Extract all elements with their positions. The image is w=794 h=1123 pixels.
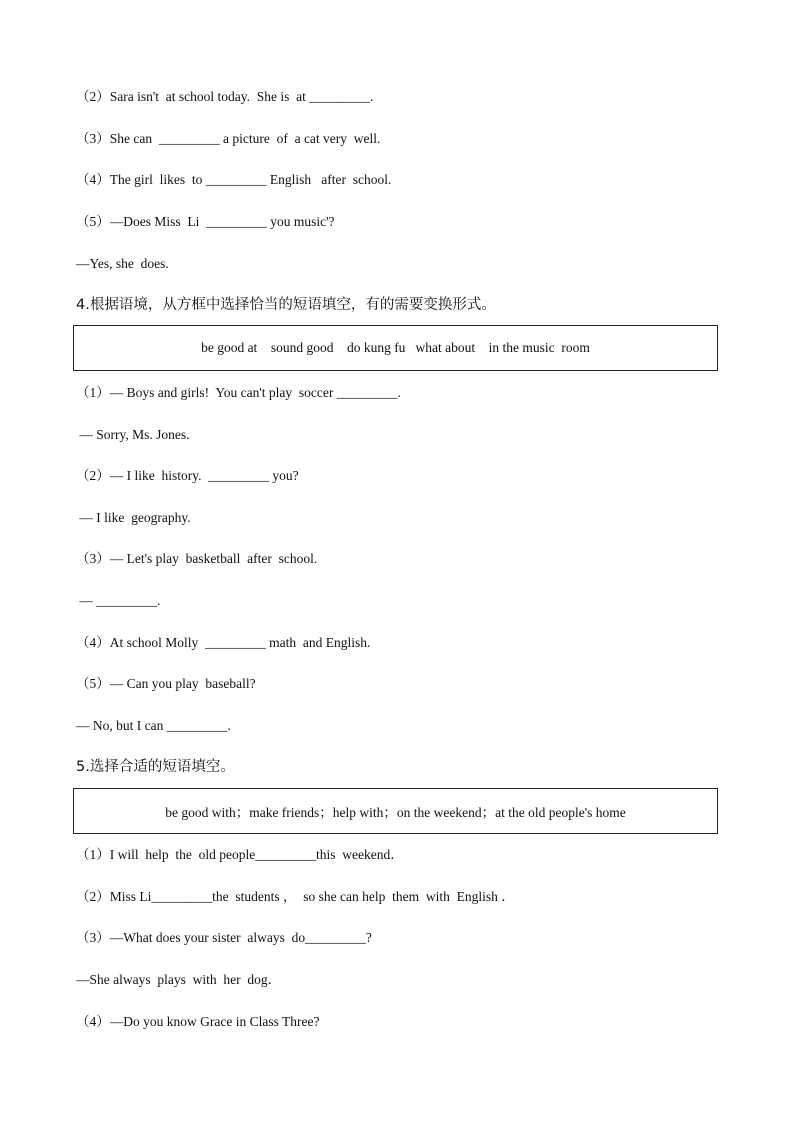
phrase-box-text: be good at sound good do kung fu what about in the music room (201, 340, 590, 355)
question-line: （4）—Do you know Grace in Class Three? (76, 1014, 320, 1029)
answer-line: —She always plays with her dog． (76, 972, 282, 987)
answer-line: — No, but I can _________. (76, 718, 231, 733)
question-line: （1）— Boys and girls! You can't play soccer _________. (76, 385, 401, 400)
question-line: （3）—What does your sister always do_________? (76, 930, 372, 945)
question-line: （1）I will help the old people_________this weekend． (76, 847, 404, 862)
question-line: （2）Sara isn't at school today. She is at _________. (76, 89, 374, 104)
phrase-box (73, 788, 718, 834)
answer-line: — I like geography. (76, 510, 191, 525)
answer-line: —Yes, she does. (76, 256, 169, 271)
question-line: （3）— Let's play basketball after school. (76, 551, 318, 566)
phrase-box-text: be good with；make friends；help with；on the weekend；at the old people's home (165, 805, 626, 820)
question-line: （4）The girl likes to _________ English after school. (76, 172, 392, 187)
question-line: （4）At school Molly _________ math and English. (76, 635, 371, 650)
answer-line: — Sorry, Ms. Jones. (76, 427, 190, 442)
question-line: （5）—Does Miss Li _________ you music'? (76, 214, 335, 229)
section-heading: 4.根据语境，从方框中选择恰当的短语填空，有的需要变换形式。 (76, 297, 496, 313)
answer-line: — _________. (76, 593, 161, 608)
question-line: （5）— Can you play baseball? (76, 676, 256, 691)
section-heading: 5.选择合适的短语填空。 (76, 759, 235, 775)
question-line: （2）Miss Li_________the students ， so she can help them with English ． (76, 889, 515, 904)
question-line: （2）— I like history. _________ you? (76, 468, 299, 483)
phrase-box (73, 325, 718, 371)
question-line: （3）She can _________ a picture of a cat very well. (76, 131, 381, 146)
